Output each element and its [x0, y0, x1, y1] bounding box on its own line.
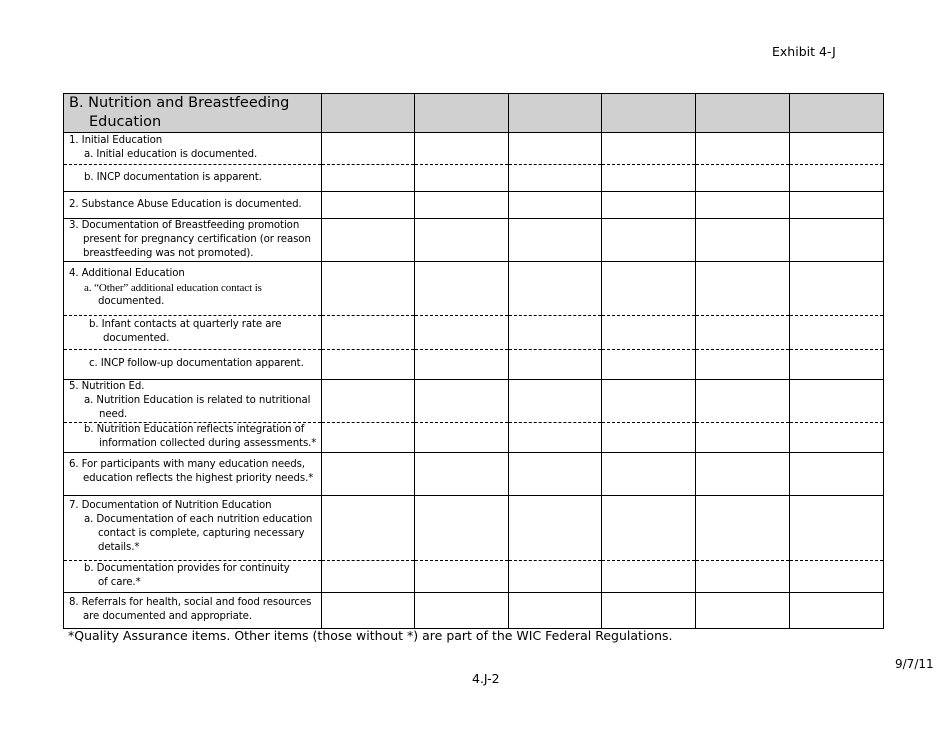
check-cell[interactable]: [322, 316, 415, 350]
check-cell[interactable]: [696, 133, 790, 165]
check-cell[interactable]: [790, 453, 884, 496]
check-cell[interactable]: [322, 165, 415, 192]
check-cell[interactable]: [790, 496, 884, 561]
check-cell[interactable]: [790, 192, 884, 219]
check-cell[interactable]: [415, 453, 509, 496]
revision-date: 9/7/11: [895, 657, 934, 671]
header-cell: [509, 94, 602, 133]
check-cell[interactable]: [602, 561, 696, 593]
check-cell[interactable]: [415, 165, 509, 192]
check-cell[interactable]: [696, 262, 790, 316]
check-cell[interactable]: [790, 380, 884, 423]
check-cell[interactable]: [509, 219, 602, 262]
check-cell[interactable]: [322, 561, 415, 593]
check-cell[interactable]: [509, 561, 602, 593]
check-cell[interactable]: [790, 165, 884, 192]
page-number: 4.J-2: [472, 671, 500, 686]
check-cell[interactable]: [602, 316, 696, 350]
check-cell[interactable]: [790, 593, 884, 629]
exhibit-label: Exhibit 4-J: [772, 44, 836, 59]
check-cell[interactable]: [602, 165, 696, 192]
header-cell: [322, 94, 415, 133]
check-cell[interactable]: [696, 165, 790, 192]
check-cell[interactable]: [415, 496, 509, 561]
check-cell[interactable]: [322, 262, 415, 316]
check-cell[interactable]: [322, 496, 415, 561]
header-cell: [415, 94, 509, 133]
check-cell[interactable]: [415, 423, 509, 453]
table-row: 2. Substance Abuse Education is documented.: [64, 192, 884, 219]
table-row: 3. Documentation of Breastfeeding promotion present for pregnancy certification (or reason breastfeeding was not promoted).: [64, 219, 884, 262]
check-cell[interactable]: [322, 380, 415, 423]
check-cell[interactable]: [322, 593, 415, 629]
check-cell[interactable]: [509, 380, 602, 423]
check-cell[interactable]: [322, 350, 415, 380]
check-cell[interactable]: [509, 316, 602, 350]
table-row: b. Infant contacts at quarterly rate are documented.: [64, 316, 884, 350]
table-row: 4. Additional Education a. “Other” additional education contact is documented.: [64, 262, 884, 316]
check-cell[interactable]: [602, 219, 696, 262]
check-cell[interactable]: [415, 262, 509, 316]
check-cell[interactable]: [602, 133, 696, 165]
table-row: b. Documentation provides for continuity of care.*: [64, 561, 884, 593]
check-cell[interactable]: [790, 219, 884, 262]
check-cell[interactable]: [509, 133, 602, 165]
check-cell[interactable]: [696, 453, 790, 496]
check-cell[interactable]: [415, 192, 509, 219]
check-cell[interactable]: [509, 192, 602, 219]
check-cell[interactable]: [696, 316, 790, 350]
header-cell: [602, 94, 696, 133]
check-cell[interactable]: [602, 496, 696, 561]
review-table: [63, 93, 884, 629]
section-title: B. Nutrition and Breastfeeding Education: [64, 94, 322, 133]
check-cell[interactable]: [602, 453, 696, 496]
check-cell[interactable]: [415, 316, 509, 350]
check-cell[interactable]: [602, 423, 696, 453]
check-cell[interactable]: [509, 423, 602, 453]
table-row: 6. For participants with many education needs, education reflects the highest priority needs.*: [64, 453, 884, 496]
check-cell[interactable]: [509, 262, 602, 316]
check-cell[interactable]: [790, 133, 884, 165]
check-cell[interactable]: [322, 453, 415, 496]
table-header-row: [64, 94, 884, 133]
check-cell[interactable]: [322, 133, 415, 165]
check-cell[interactable]: [696, 496, 790, 561]
check-cell[interactable]: [696, 219, 790, 262]
check-cell[interactable]: [696, 561, 790, 593]
check-cell[interactable]: [602, 192, 696, 219]
check-cell[interactable]: [415, 380, 509, 423]
check-cell[interactable]: [509, 453, 602, 496]
check-cell[interactable]: [602, 262, 696, 316]
table-row: 5. Nutrition Ed. a. Nutrition Education is related to nutritional need.: [64, 380, 884, 423]
table-row: 1. Initial Education a. Initial education is documented.: [64, 133, 884, 165]
footnote: *Quality Assurance items. Other items (those without *) are part of the WIC Federal Regulations.: [68, 628, 673, 643]
table-row: b. INCP documentation is apparent.: [64, 165, 884, 192]
table-row: 7. Documentation of Nutrition Education a. Documentation of each nutrition education contact is complete, capturing necessary details.*: [64, 496, 884, 561]
header-cell: [696, 94, 790, 133]
check-cell[interactable]: [509, 593, 602, 629]
check-cell[interactable]: [415, 133, 509, 165]
check-cell[interactable]: [509, 350, 602, 380]
check-cell[interactable]: [322, 219, 415, 262]
check-cell[interactable]: [509, 496, 602, 561]
check-cell[interactable]: [602, 380, 696, 423]
check-cell[interactable]: [509, 165, 602, 192]
check-cell[interactable]: [602, 593, 696, 629]
check-cell[interactable]: [696, 380, 790, 423]
check-cell[interactable]: [790, 262, 884, 316]
check-cell[interactable]: [790, 316, 884, 350]
check-cell[interactable]: [790, 350, 884, 380]
header-cell: [790, 94, 884, 133]
check-cell[interactable]: [790, 561, 884, 593]
table-row: b. Nutrition Education reflects integration of information collected during assessments.*: [64, 423, 884, 453]
check-cell[interactable]: [696, 593, 790, 629]
check-cell[interactable]: [322, 192, 415, 219]
check-cell[interactable]: [602, 350, 696, 380]
table-row: 8. Referrals for health, social and food resources are documented and appropriate.: [64, 593, 884, 629]
table-row: c. INCP follow-up documentation apparent.: [64, 350, 884, 380]
check-cell[interactable]: [696, 423, 790, 453]
check-cell[interactable]: [696, 192, 790, 219]
check-cell[interactable]: [415, 561, 509, 593]
check-cell[interactable]: [415, 593, 509, 629]
check-cell[interactable]: [696, 350, 790, 380]
check-cell[interactable]: [415, 219, 509, 262]
check-cell[interactable]: [415, 350, 509, 380]
check-cell[interactable]: [790, 423, 884, 453]
check-cell[interactable]: [322, 423, 415, 453]
